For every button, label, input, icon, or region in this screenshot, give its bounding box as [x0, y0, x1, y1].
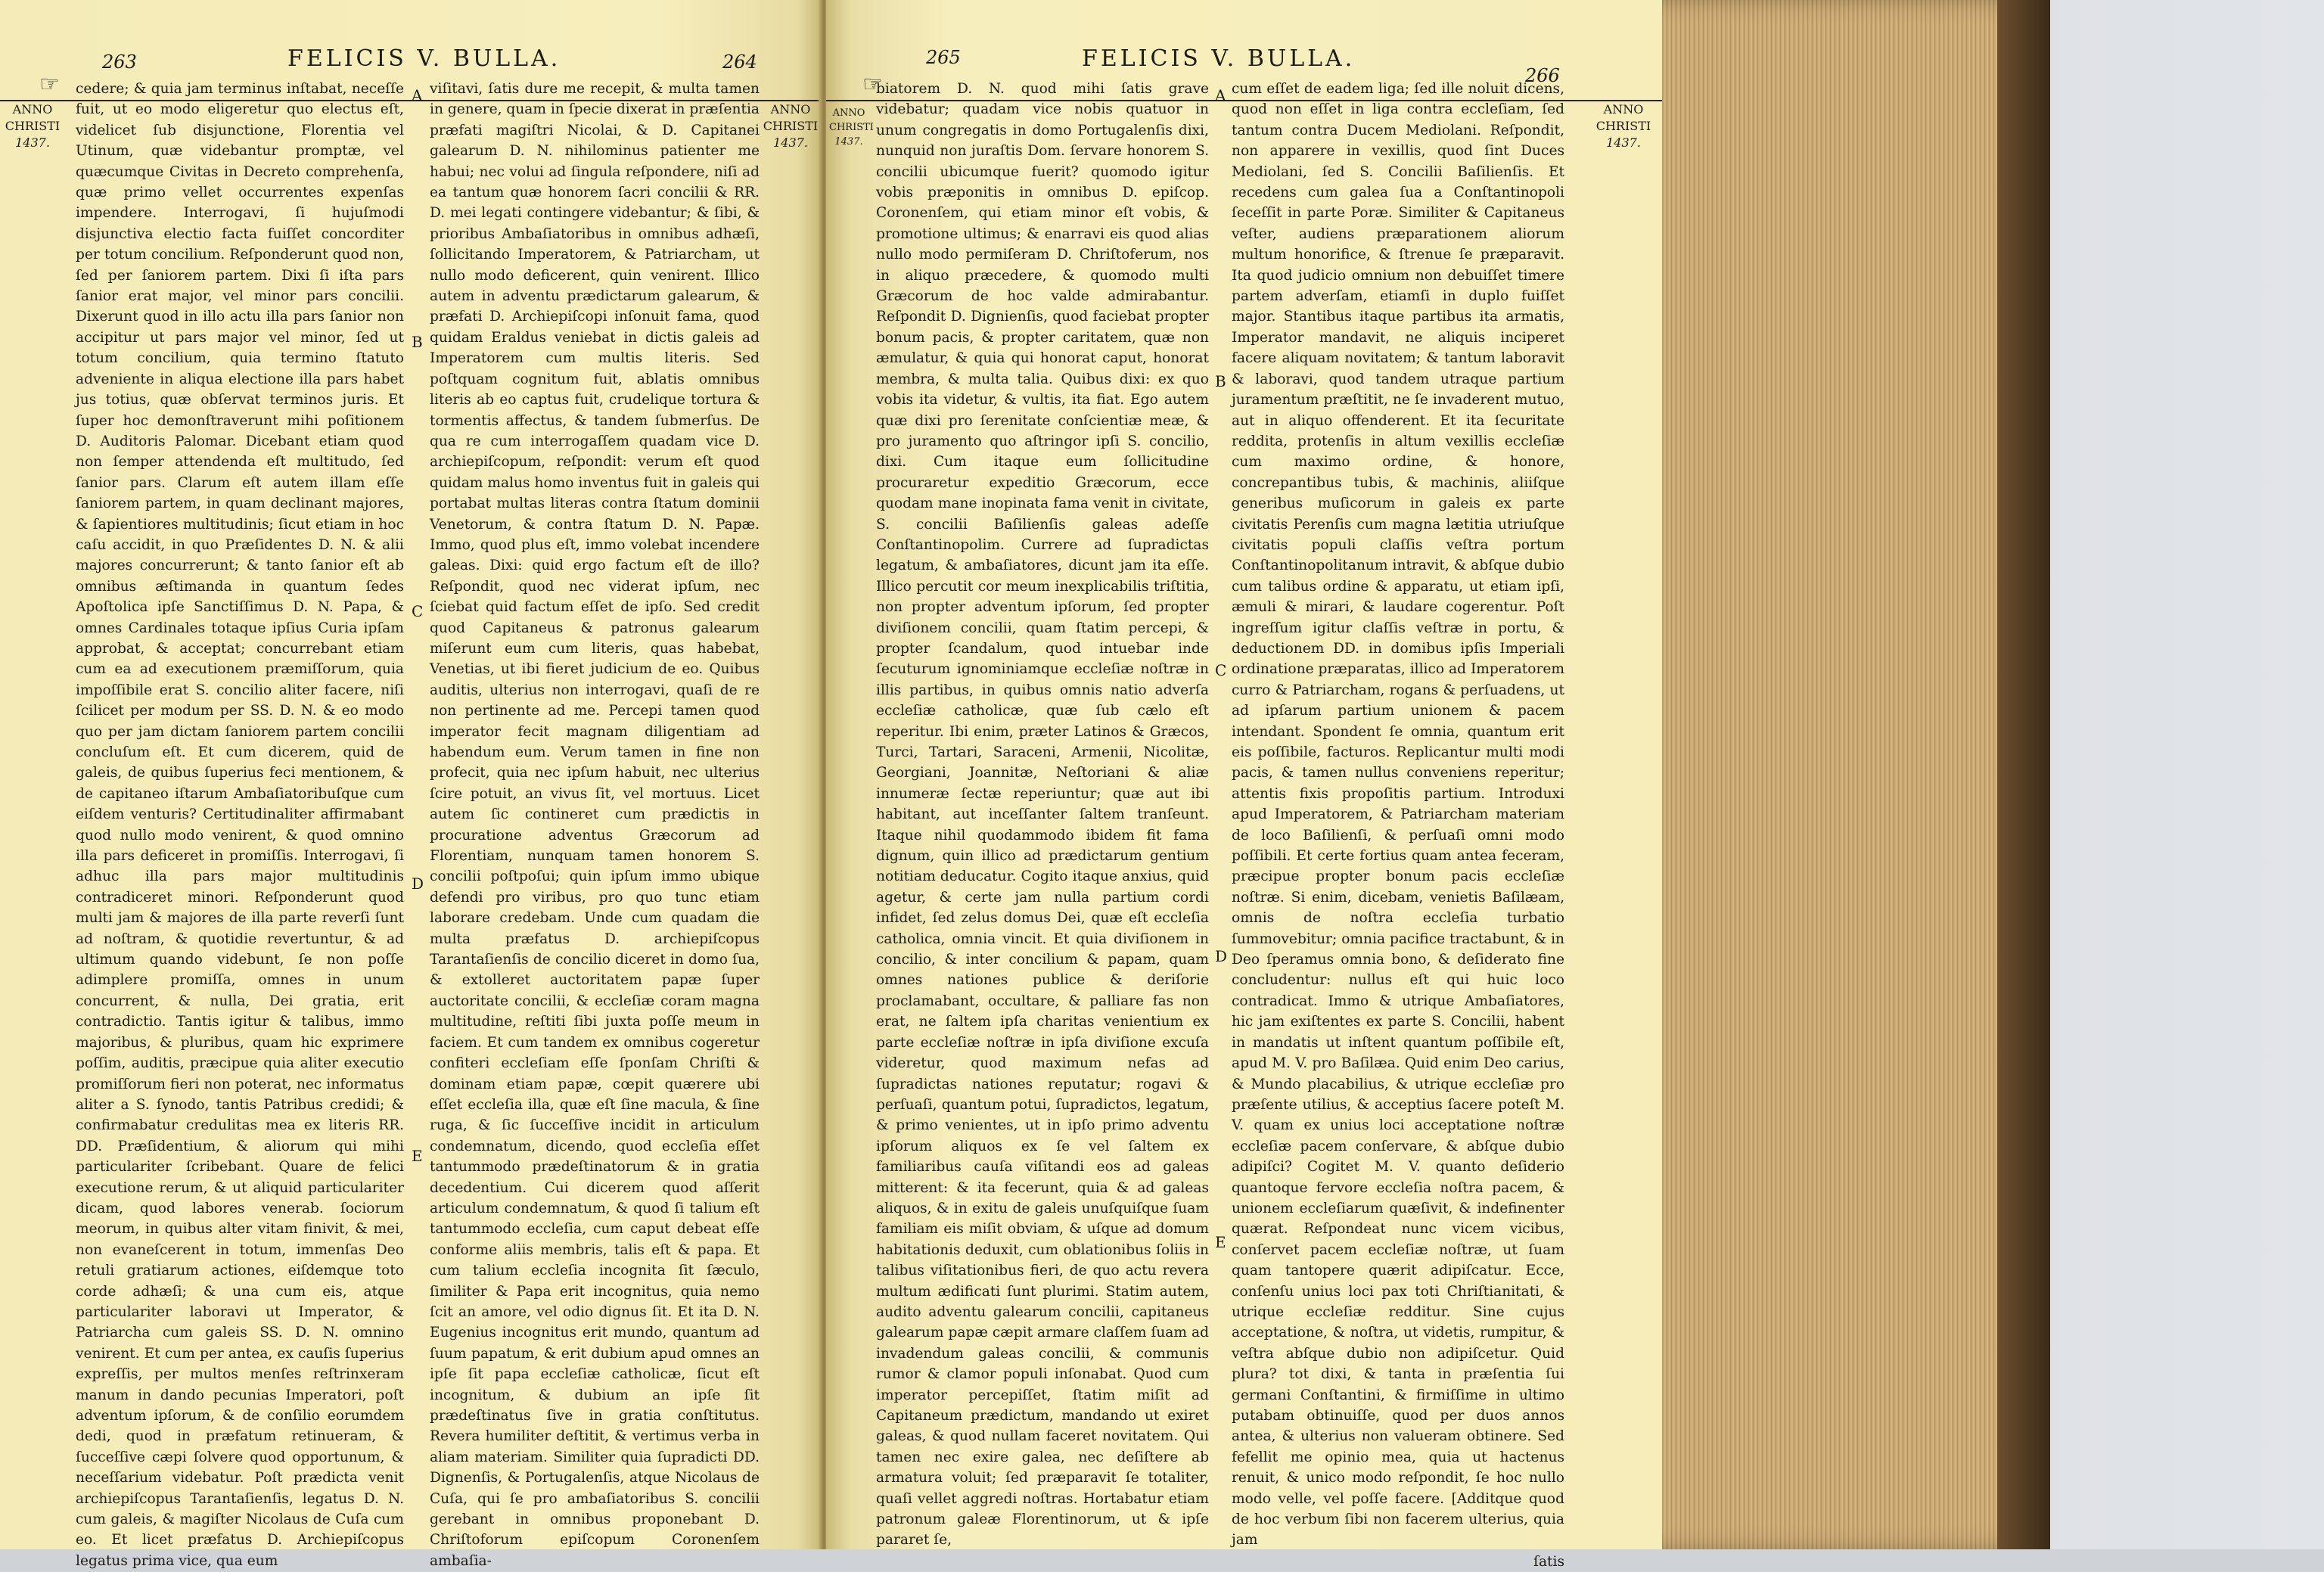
book-cover: [1997, 0, 2050, 1549]
pointing-hand-icon: ☞: [39, 71, 60, 98]
margin-note-line: ANNO: [832, 107, 865, 119]
book-page-edges: [1649, 0, 2050, 1549]
page-number-263: 263: [102, 51, 137, 73]
margin-note-line: ANNO: [12, 102, 53, 117]
margin-note-line: CHRISTI: [1595, 119, 1651, 133]
margin-note-line: ANNO: [770, 102, 811, 117]
page-number-265: 265: [926, 47, 961, 68]
right-page: [826, 0, 1662, 1570]
margin-note-line: CHRISTI: [763, 119, 819, 133]
left-page-column-1: [76, 79, 404, 1572]
section-letter-c: C: [412, 602, 424, 620]
section-letter-a: A: [412, 86, 423, 104]
margin-note-line: ANNO: [1603, 102, 1644, 117]
page-number-266: 266: [1525, 65, 1560, 86]
right-page-column-1: [876, 79, 1209, 1552]
section-letter-d: D: [1215, 947, 1228, 965]
text-paragraph: cedere; & quia jam terminus inſtabat, neceſſe fuit, ut eo modo eligeretur quo electus eſt, videlicet ſub disjunctione, Florentia vel Utinum, quæ videbantur promptæ, vel quæcumque Civitas in Decreto comprehenſa, quæ primo vellet occurrentes expenſas impendere. Interrogavi, ſi hujuſmodi disjunctiva electio facta fuiſſet concorditer per totum concilium. Reſponderunt quod non, ſed per ſaniorem partem. Dixi ſi iſta pars ſanior erat major, vel minor pars concilii. Dixerunt quod in illo actu illa pars ſanior non accipitur ut pars major vel minor, ſed ut totum concilium, quia termino ſtatuto adveniente in aliqua electione illa pars habet jus totius, quæ obſervat terminos juris. Et ſuper hoc demonſtraverunt mihi poſitionem D. Auditoris Palomar. Dicebant etiam quod non ſemper attendenda eſt multitudo, ſed ſanior pars. Clarum eſt autem illam eſſe ſaniorem partem, in quam declinant majores, & ſapientiores multitudinis; ſicut etiam in hoc caſu accidit, in quo Præſidentes D. N. & alii majores concurrerunt; & tanto ſanior eſt ab omnibus æſtimanda in quantum ſedes Apoſtolica ipſe Sanctiſſimus D. N. Papa, & omnes Cardinales totaque ipſius Curia ipſam approbat, & acceptat; concurrebant etiam cum ea ad executionem præmiſſorum, quia impoſſibile erat S. concilio aliter facere, niſi ſcilicet per modum per SS. D. N. & eo modo quo per jam dictam ſaniorem partem concilii concluſum eſt. Et cum dicerem, quid de galeis, de quibus ſuperius feci mentionem, & de capitaneo iſtarum Ambaſiatoribuſque cum eiſdem venturis? Certitudinaliter affirmabant quod nullo modo venirent, & quod omnino illa pars deficeret in promiſſis. Interrogavi, ſi adhuc illa pars major multitudinis contradiceret minori. Reſponderunt quod multi jam & majores de illa parte reverſi ſunt ad noſtram, & quotidie revertuntur, & ad ultimum quando videbunt, ſe non poſſe adimplere promiſſa, omnes in unum concurrent, & nulla, Dei gratia, erit contradictio. Tantis igitur & talibus, immo majoribus, & pluribus, quam hic exprimere poſſim, auditis, præcipue quia aliter executio promiſſorum fieri non poterat, nec informatus aliter a S. ſynodo, tantis Patribus credidi; & confirmabatur credulitas mea ex literis RR. DD. Præſidentium, & aliorum qui mihi particulariter ſcribebant. Quare de felici executione rerum, & ut aliquid particulariter dicam, quod labores venerab. ſociorum meorum, in quibus alter vitam finivit, & mei, non evaneſcerent in totum, immenſas Deo retuli gratiarum actiones, eiſdemque toto corde adhæſi; & una cum eis, atque particulariter laboravi ut Imperator, & Patriarcha cum galeis SS. D. N. omnino venirent. Et cum per antea, ex cauſis ſuperius expreſſis, per multos menſes reſtrinxeram manum in dando pecunias Imperatori, poſt adventum ipſorum, & de conſilio eorumdem dedi, quod in præfatum retinueram, & ſucceſſive cæpi ſolvere quod opportunum, & neceſſarium videbatur. Poſt prædicta venit archiepiſcopus Tarantaſienſis, legatus D. N. cum galeis, & magiſter Nicolaus de Cuſa cum eo. Et licet præfatus D. Archiepiſcopus legatus prima vice, qua eum: [76, 81, 404, 1569]
text-paragraph: viſitavi, ſatis dure me recepit, & multa tamen in genere, quam in ſpecie dixerat in præſentia præfati magiſtri Nicolai, & D. Capitanei galearum D. N. nihilominus patienter me habui; nec volui ad ſingula reſpondere, niſi ad ea tantum quæ honorem ſacri concilii & RR. D. mei legati contingere videbantur; & ſibi, & prioribus Ambaſiatoribus in omnibus adhæſi, ſollicitando Imperatorem, & Patriarcham, ut nullo modo deficerent, quin venirent. Illico autem in adventu prædictarum galearum, & præfati D. Archiepiſcopi inſonuit fama, quod quidam Eraldus veniebat in dictis galeis ad Imperatorem cum multis literis. Sed poſtquam cognitum fuit, ablatis omnibus literis ab eo captus fuit, crudelique tortura & tormentis affectus, & tandem ſubmerſus. De qua re cum interrogaſſem quadam vice D. archiepiſcopum, reſpondit: verum eſt quod quidam malus homo inventus fuit in galeis qui portabat multas literas contra ſtatum dominii Venetorum, & contra ſtatum D. N. Papæ. Immo, quod plus eſt, immo volebat incendere galeas. Dixi: quid ergo factum eſt de illo? Reſpondit, quod nec viderat ipſum, nec ſciebat quid factum eſſet de ipſo. Sed credit quod Capitaneus & patronus galearum miſerunt eum cum literis, quas habebat, Venetias, ut ibi fieret judicium de eo. Quibus auditis, ulterius non interrogavi, quaſi de re non pertinente ad me. Percepi tamen quod imperator fecit magnam diligentiam ad habendum eum. Verum tamen in fine non profecit, quia nec ipſum habuit, nec ulterius ſcire potuit, an vivus ſit, vel mortuus. Licet autem ſic contineret cum prædictis in procuratione adventus Græcorum ad Florentiam, nunquam tamen honorem S. concilii poſtpoſui; quin ipſum immo ubique defendi pro viribus, pro quo tunc etiam laborare credebam. Unde cum quadam die multa præfatus D. archiepiſcopus Tarantaſienſis de concilio diceret in domo ſua, & extolleret auctoritatem papæ ſuper auctoritate concilii, & eccleſiæ coram magna multitudine, reſtiti ſibi juxta poſſe meum in faciem. Et cum tandem ex omnibus cogeretur confiteri eccleſiam eſſe ſponſam Chriſti & dominam etiam papæ, cœpit quærere ubi eſſet eccleſia illa, quæ eſt ſine macula, & ſine ruga, & ſic ſucceſſive incidit in articulum condemnatum, dicendo, quod eccleſia eſſet tantummodo prædeſtinatorum & in gratia decedentium. Cui dicerem quod aſſerit articulum condemnatum, & quod ſi talium eſt tantummodo eccleſia, cum caput debeat eſſe conforme aliis membris, talis eſt & papa. Et cum talium eccleſia incognita ſit ſæculo, ſimiliter & Papa erit incognitus, quia nemo ſcit an amore, vel odio dignus ſit. Et ita D. N. Eugenius incognitus erit mundo, quantum ad ſuum papatum, & erit dubium apud omnes an ipſe ſit papa eccleſiæ catholicæ, ſicut eſt incognitum, & dubium an ipſe ſit prædeſtinatus ſive in gratia conſtitutus. Revera humiliter deſtitit, & vertimus verba in aliam materiam. Similiter quia ſupradicti DD. Dignenſis, & Portugalenſis, atque Nicolaus de Cuſa, qui ſe pro ambaſiatoribus S. concilii gerebant in omnibus proponebant D. Chriſtoforum epiſcopum Coronenſem ambaſia-: [430, 81, 760, 1569]
section-letter-b: B: [1215, 372, 1226, 390]
left-page: [0, 0, 822, 1569]
margin-note-line: 1437.: [773, 135, 808, 150]
section-letter-d: D: [412, 875, 424, 893]
text-paragraph: biatorem D. N. quod mihi ſatis grave videbatur; quadam vice nobis quatuor in unum congregatis in domo Portugalenſis dixi, nunquid non juraſtis Dom. ſervare honorem S. concilii ubicumque fuerit? quomodo igitur vobis præponitis in omnibus D. epiſcop. Coronenſem, qui etiam minor eſt vobis, & promotione ultimus; & enarravi eis quod alias nullo modo permiſeram D. Chriſtoferum, nos in aliquo præcedere, & quomodo multi Græcorum de hoc valde admirabantur. Reſpondit D. Dignienſis, quod faciebat propter bonum pacis, & propter caritatem, quæ non æmulatur, & quia qui honorat caput, honorat membra, & multa talia. Quibus dixi: ex quo vobis ita videtur, & vultis, ita fiat. Ego autem quæ dixi pro ſerenitate conſcientiæ meæ, & pro juramento quo aſtringor ipſi S. concilio, dixi. Cum itaque eum ſollicitudine procuraretur expeditio Græcorum, ecce quodam mane inopinata fama venit in civitate, S. concilii Baſilienſis galeas adeſſe Conſtantinopolim. Currere ad ſupradictas legatum, & ambaſiatores, dicunt jam ita eſſe. Illico percutit cor meum inexplicabilis triſtitia, non propter adventum ipſorum, ſed propter diviſionem concilii, quam ſtatim percepi, & propter ſcandalum, quod intuebar inde ſecuturum ignominiamque eccleſiæ noſtræ in illis partibus, in quibus omnis natio adverſa eccleſiæ catholicæ, quæ ſub cælo eſt reperitur. Ibi enim, præter Latinos & Græcos, Turci, Tartari, Saraceni, Armenii, Nicolitæ, Georgiani, Joannitæ, Neſtoriani & aliæ innumeræ ſectæ reperiuntur; quæ aut ibi habitant, aut inceſſanter ſaltem tranſeunt. Itaque nihil quodammodo ibidem fit fama dignum, quin illico ad prædictarum gentium notitiam deducatur. Cogito itaque anxius, quid agetur, & certe jam nulla partium cordi infidet, ſed zelus domus Dei, quæ eſt eccleſia catholica, omnia vincit. Et quia diviſionem in concilio, & inter concilium & papam, quam omnes nationes publice & deriſorie proclamabant, occultare, & palliare fas non erat, ne ſaltem ipſa charitas venientium ex parte eccleſiæ noſtræ in ipſa diviſione excuſa videretur, quod maximum nefas ad ſupradictas nationes reputatur; rogavi & perſuaſi, quantum potui, ſupradictos, legatum, & primo venientes, ut in ipſo primo adventu ipſorum aliquos ex ſe vel ſaltem ex familiaribus cauſa viſitandi eos ad galeas mitterent: & ita fecerunt, quia & ad galeas aliquos, & in exitu de galeis unuſquiſque ſuam familiam eis miſit obviam, & uſque ad domum habitationis deduxit, cum oblationibus ſoliis in talibus viſitationibus fieri, de quo actu revera multum ædificati ſunt plurimi. Statim autem, audito adventu galearum concilii, capitaneus galearum papæ cæpit armare claſſem ſuam ad invadendum galeas concilii, & communis rumor & clamor populi inſonabat. Quod cum imperator percepiſſet, ſtatim miſit ad Capitaneum prædictum, mandando ut exiret galeas, & quod nullam faceret novitatem. Qui tamen nec exire galea, nec deſiſtere ab armatura voluit; ſed præparavit ſe totaliter, quaſi vellet aggredi noſtras. Hortabatur etiam patronum galeæ Florentinorum, ut & ipſe pararet ſe,: [876, 81, 1209, 1549]
section-letter-a: A: [1215, 86, 1226, 104]
left-page-column-2: [430, 79, 760, 1572]
page-number-264: 264: [722, 51, 757, 73]
right-page-column-2: [1232, 79, 1564, 1572]
section-letter-e: E: [412, 1147, 423, 1165]
margin-note-anno: [3, 101, 62, 151]
text-paragraph: cum eſſet de eadem liga; ſed ille noluit dicens, quod non eſſet in liga contra eccleſiam, ſed tantum contra Ducem Mediolani. Reſpondit, non apparere in vexillis, quod ſint Duces Mediolani, ſed S. Concilii Baſilienſis. Et recedens cum galea ſua a Conſtantinopoli ſeceſſit in parte Poræ. Similiter & Capitaneus veſter, audiens præparationem aliorum multum honorifice, & ſtrenue ſe præparavit. Ita quod judicio omnium non debuiſſet timere partem adverſam, etiamſi in duplo fuiſſet major. Stantibus itaque partibus ita armatis, Imperator mandavit, ne aliquis inciperet facere aliquam novitatem; & tantum laboravit & laboravi, quod tandem utraque partium juramentum præſtitit, ne ſe invaderent mutuo, aut in aliquo offenderent. Et ita ſecuritate reddita, protenſis in altum vexillis eccleſiæ cum maximo ordine, & honore, concrepantibus tubis, & machinis, aliiſque generibus muſicorum in galeis ex parte civitatis Perenſis cum magna lætitia utriuſque civitatis populi claſſis veſtra portum Conſtantinopolitanum intravit, & abſque dubio cum talibus ordine & apparatu, ut etiam ipſi, æmuli & mirari, & laudare cogerentur. Poſt ingreſſum igitur claſſis veſtræ in portu, & deductionem DD. in domibus ipſis Imperiali ordinatione præparatas, illico ad Imperatorem curro & Patriarcham, rogans & perſuadens, ut ad ipſarum partium unionem & pacem intendant. Spondent ſe omnia, quantum erit eis poſſibile, facturos. Replicantur multi modi pacis, & tamen nullus conveniens reperitur; attentis fixis propoſitis partium. Introduxi apud Imperatorem, & Patriarcham materiam de loco Baſilienſi, & perſuaſi omni modo poſſibili. Et certe fortius quam antea feceram, præcipue propter bonum pacis eccleſiæ noſtræ. Si enim, dicebam, venietis Baſilæam, omnis de noſtra eccleſia turbatio ſummovebitur; omnia pacifice tractabunt, & in Deo ſperamus omnia bono, & deſiderato fine concludentur: nullus eſt qui huic loco contradicat. Immo & utrique Ambaſiatores, hic jam exiſtentes ex parte S. Concilii, habent in mandatis ut inſtent quantum poſſibile eſt, apud M. V. pro Baſilæa. Quid enim Deo carius, & Mundo placabilius, & utrique eccleſiæ pro præſente utilius, & acceptius ſacere poteſt M. V. quam ex unius loci acceptatione noſtræ eccleſiæ pacem conſervare, & abſque dubio adipiſci? Cogitet M. V. quanto deſiderio quantoque fervore eccleſia noſtra pacem, & unionem eccleſiarum quæſivit, & indefinenter quærat. Reſpondeat nunc vicem vicibus, conſervet pacem eccleſiæ noſtræ, ut ſuam quam tantopere quærit adipiſcatur. Ecce, conſenſu unius loci pax toti Chriſtianitati, & utrique eccleſiæ redditur. Sine cujus acceptatione, & noſtra, ut videtis, rumpitur, & veſtra abſque dubio non adipiſcetur. Quid plura? tot dixi, & tanta in præſentia ſui germani Conſtantini, & firmiſſime in ultimo putabam obtinuiſſe, quod per duos annos antea, & ulterius non valueram obtinere. Sed fefellit me opinio mea, quia ut hactenus renuit, & unico modo reſpondit, ſe hoc nullo modo velle, vel poſſe facere. [Additque quod de hoc verbum ſibi non facerem ulterius, quia jam: [1232, 81, 1564, 1549]
running-head-left: FELICIS V. BULLA.: [287, 45, 561, 72]
margin-note-anno-right: [761, 101, 820, 151]
margin-note-line: 1437.: [1606, 135, 1641, 150]
margin-note-line: CHRISTI: [829, 122, 874, 133]
margin-note-anno-left: [829, 106, 874, 149]
margin-note-line: 1437.: [834, 136, 863, 148]
pointing-hand-icon: ☞: [862, 71, 883, 98]
catchword: ſatis: [1533, 1553, 1564, 1570]
running-head-right: FELICIS V. BULLA.: [1082, 45, 1356, 72]
margin-note-anno-right: [1592, 101, 1655, 151]
section-letter-c: C: [1215, 661, 1227, 679]
section-letter-e: E: [1215, 1233, 1226, 1251]
section-letter-b: B: [412, 333, 423, 351]
margin-note-line: CHRISTI: [5, 119, 61, 133]
margin-note-line: 1437.: [15, 135, 50, 150]
